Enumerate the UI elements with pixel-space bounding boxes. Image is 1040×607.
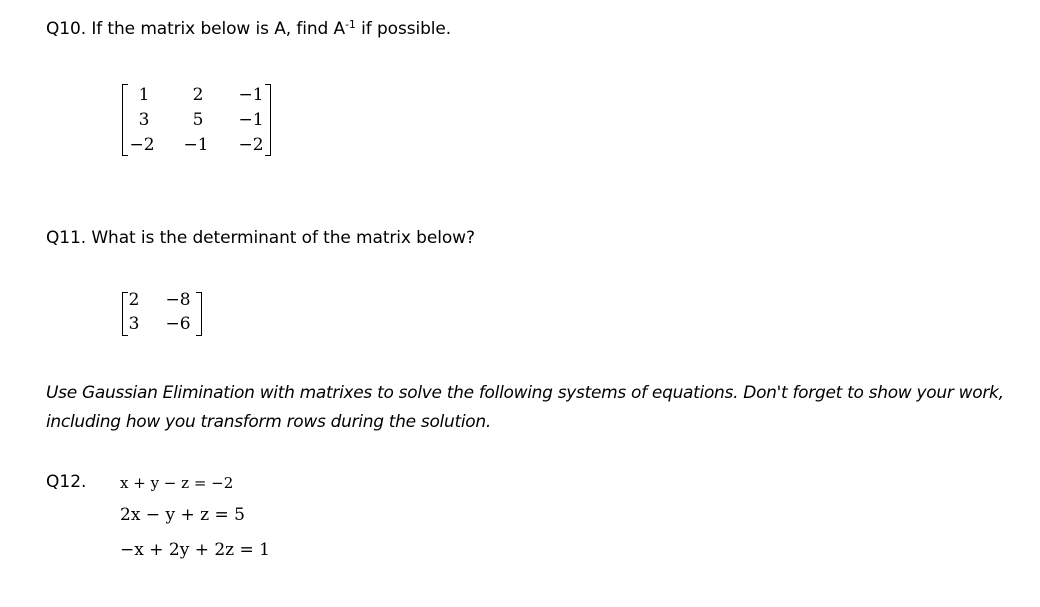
equation-2: 2x − y + z = 5 [120, 505, 245, 525]
matrix-a-cell-1-2: 2 [192, 85, 204, 105]
matrix-a-cell-2-2: 5 [192, 110, 204, 130]
matrix-a-cell-2-3: −1 [238, 110, 264, 130]
matrix-b-cell-2-2: −6 [165, 314, 191, 334]
equation-3: −x + 2y + 2z = 1 [120, 540, 270, 560]
matrix-a-cell-1-3: −1 [238, 85, 264, 105]
matrix-b-right-bracket [196, 292, 202, 336]
question-10-suffix: if possible. [355, 19, 452, 39]
question-10 [46, 18, 451, 39]
matrix-a-cell-3-2: −1 [183, 135, 209, 155]
equation-1: x + y − z = −2 [120, 474, 234, 492]
matrix-b-cell-1-2: −8 [165, 290, 191, 310]
matrix-a-cell-2-1: 3 [138, 110, 150, 130]
inverse-superscript: -1 [345, 18, 356, 31]
matrix-b-cell-2-1: 3 [128, 314, 140, 334]
matrix-b-left-bracket [122, 292, 128, 336]
matrix-a-right-bracket [265, 84, 271, 156]
question-12-label: Q12. [46, 472, 87, 492]
question-11: Q11. What is the determinant of the matrix below? [46, 228, 475, 248]
matrix-a-left-bracket [122, 84, 128, 156]
matrix-a-cell-3-3: −2 [238, 135, 264, 155]
gaussian-elimination-instructions: Use Gaussian Elimination with matrixes to solve the following systems of equations. Don't forget to show your work, including how you transform rows during the solution. [46, 383, 1004, 432]
matrix-a [118, 80, 278, 160]
matrix-a-cell-1-1: 1 [138, 85, 150, 105]
matrix-a-cell-3-1: −2 [129, 135, 155, 155]
matrix-b [118, 288, 228, 338]
question-10-text: Q10. If the matrix below is A, find A [46, 19, 346, 39]
matrix-b-cell-1-1: 2 [128, 290, 140, 310]
